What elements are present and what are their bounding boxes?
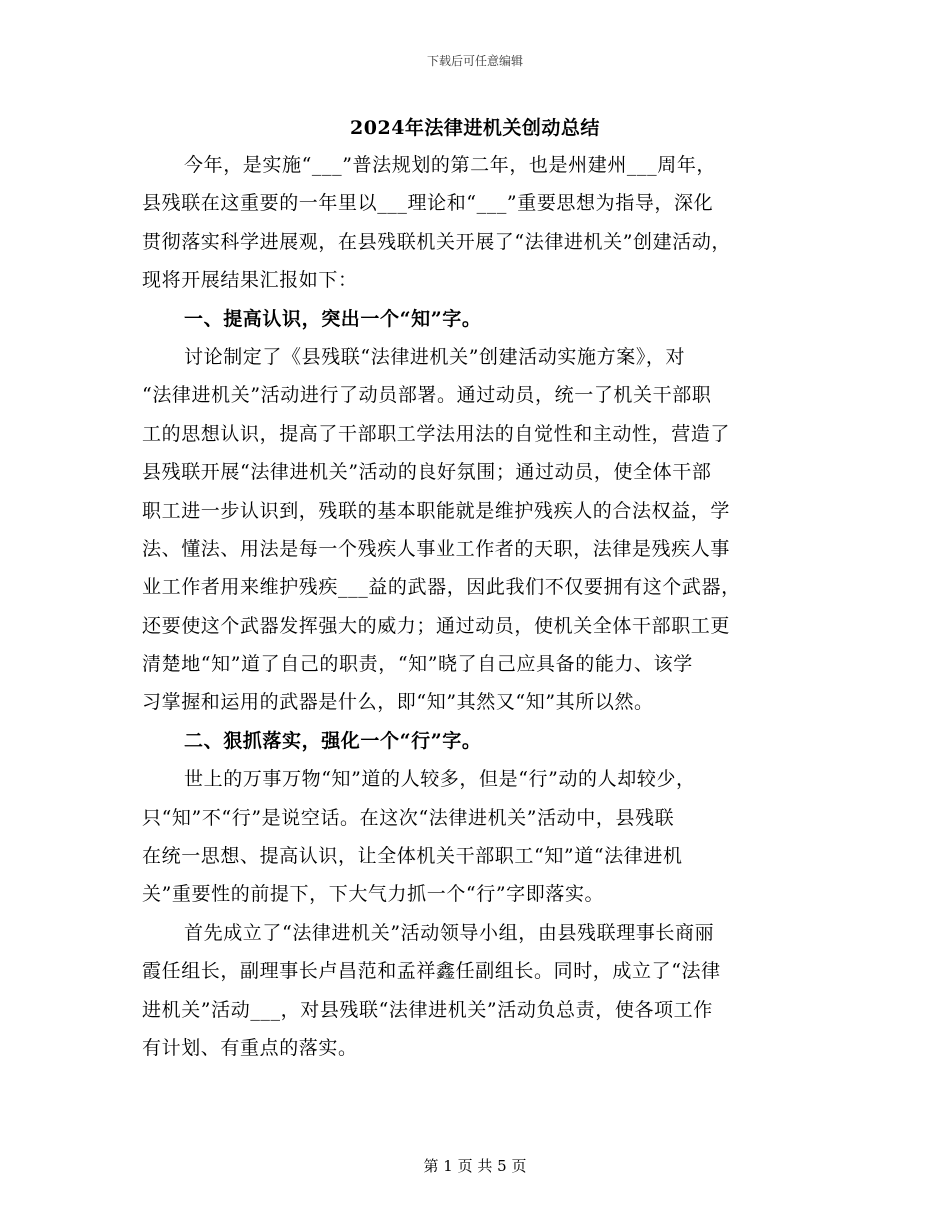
paragraph-line: 进机关”活动___，对县残联“法律进机关”活动负总责，使各项工作 — [142, 998, 713, 1021]
paragraph-line: 只“知”不“行”是说空话。在这次“法律进机关”活动中，县残联 — [142, 806, 675, 829]
page-number-footer: 第 1 页 共 5 页 — [423, 1157, 527, 1175]
paragraph-line: 县残联开展“法律进机关”活动的良好氛围；通过动员，使全体干部 — [142, 461, 712, 484]
paragraph-line: 有计划、有重点的落实。 — [142, 1036, 358, 1059]
paragraph-line: 今年，是实施“___”普法规划的第二年，也是州建州___周年， — [184, 154, 717, 176]
paragraph-line: 世上的万事万物“知”道的人较多，但是“行”动的人却较少， — [184, 768, 696, 791]
paragraph-line: 讨论制定了《县残联“法律进机关”创建活动实施方案》，对 — [184, 345, 686, 368]
paragraph-line: “法律进机关”活动进行了动员部署。通过动员，统一了机关干部职 — [142, 384, 712, 407]
document-title: 2024年法律进机关创动总结 — [350, 117, 600, 139]
paragraph-line: 首先成立了“法律进机关”活动领导小组，由县残联理事长商丽 — [184, 921, 715, 944]
document-body — [142, 146, 802, 1067]
paragraph-line: 法、懂法、用法是每一个残疾人事业工作者的天职，法律是残疾人事 — [142, 537, 731, 560]
paragraph-line: 清楚地“知”道了自己的职责，“知”晓了自己应具备的能力、该学 — [142, 653, 693, 676]
paragraph-line: 在统一思想、提高认识，让全体机关干部职工“知”道“法律进机 — [142, 845, 683, 868]
paragraph-line: 工的思想认识，提高了干部职工学法用法的自觉性和主动性，营造了 — [142, 422, 731, 445]
paragraph-line: 县残联在这重要的一年里以___理论和“___”重要思想为指导，深化 — [142, 192, 714, 215]
paragraph-line: 职工进一步认识到，残联的基本职能就是维护残疾人的合法权益，学 — [142, 499, 731, 522]
paragraph-line: 霞任组长，副理事长卢昌范和孟祥鑫任副组长。同时，成立了“法律 — [142, 960, 721, 983]
section-heading: 一、提高认识，突出一个“知”字。 — [184, 307, 482, 330]
paragraph-line: 现将开展结果汇报如下： — [142, 269, 358, 292]
paragraph-line: 关”重要性的前提下，下大气力抓一个“行”字即落实。 — [142, 883, 605, 906]
section-heading: 二、狠抓落实，强化一个“行”字。 — [184, 729, 482, 752]
paragraph-line: 习掌握和运用的武器是什么，即“知”其然又“知”其所以然。 — [142, 691, 654, 714]
paragraph-line: 贯彻落实科学进展观，在县残联机关开展了“法律进机关”创建活动， — [142, 230, 732, 253]
paragraph-line: 业工作者用来维护残疾___益的武器，因此我们不仅要拥有这个武器， — [142, 576, 741, 599]
paragraph-line: 还要使这个武器发挥强大的威力；通过动员，使机关全体干部职工更 — [142, 614, 731, 637]
page-header: 下载后可任意编辑 — [426, 54, 523, 68]
